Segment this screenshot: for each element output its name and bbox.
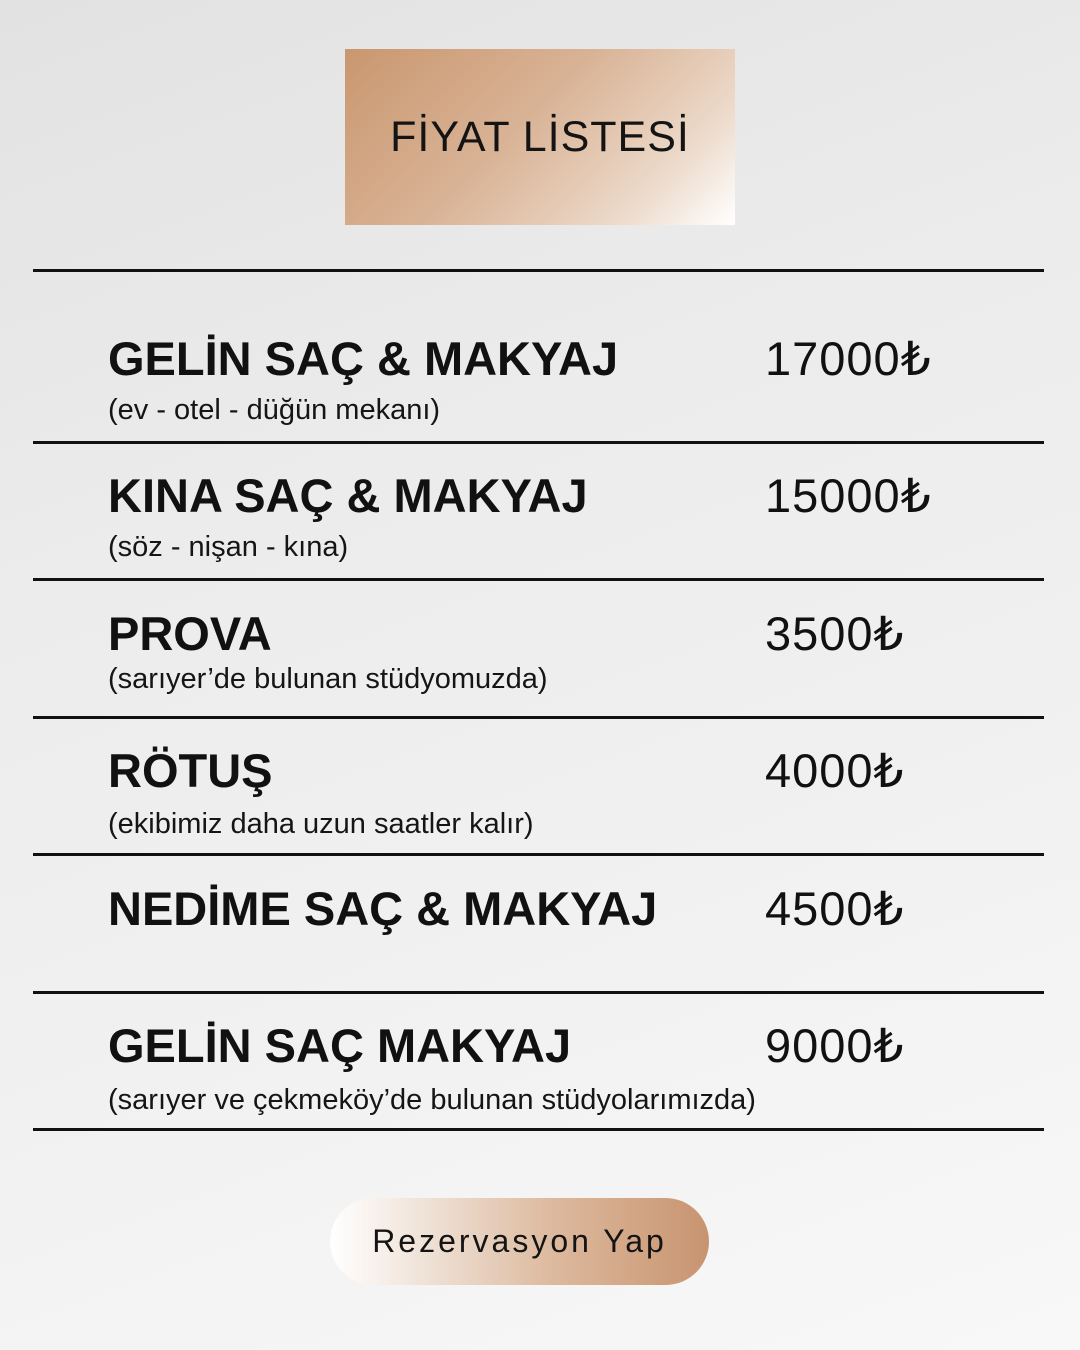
reservation-button[interactable]: Rezervasyon Yap [330, 1198, 709, 1285]
service-price: 3500₺ [765, 607, 905, 660]
service-note: (sarıyer’de bulunan stüdyomuzda) [108, 663, 548, 695]
service-name: NEDİME SAÇ & MAKYAJ [108, 882, 658, 935]
service-price: 17000₺ [765, 332, 932, 385]
divider-line [33, 441, 1044, 444]
service-name: RÖTUŞ [108, 744, 273, 797]
title-banner [345, 49, 735, 225]
service-name: GELİN SAÇ & MAKYAJ [108, 332, 619, 385]
divider-line [33, 716, 1044, 719]
service-price: 4500₺ [765, 882, 905, 935]
service-note: (ekibimiz daha uzun saatler kalır) [108, 808, 534, 840]
service-name: GELİN SAÇ MAKYAJ [108, 1019, 572, 1072]
service-price: 15000₺ [765, 469, 932, 522]
divider-line [33, 578, 1044, 581]
page-title: FİYAT LİSTESİ [390, 112, 690, 161]
divider-line [33, 269, 1044, 272]
service-name: PROVA [108, 607, 272, 660]
service-note: (sarıyer ve çekmeköy’de bulunan stüdyolarımızda) [108, 1084, 756, 1116]
service-name: KINA SAÇ & MAKYAJ [108, 469, 588, 522]
service-note: (söz - nişan - kına) [108, 531, 349, 563]
service-price: 9000₺ [765, 1019, 905, 1072]
service-note: (ev - otel - düğün mekanı) [108, 394, 441, 426]
service-price: 4000₺ [765, 744, 905, 797]
divider-line [33, 991, 1044, 994]
divider-line [33, 1128, 1044, 1131]
divider-line [33, 853, 1044, 856]
